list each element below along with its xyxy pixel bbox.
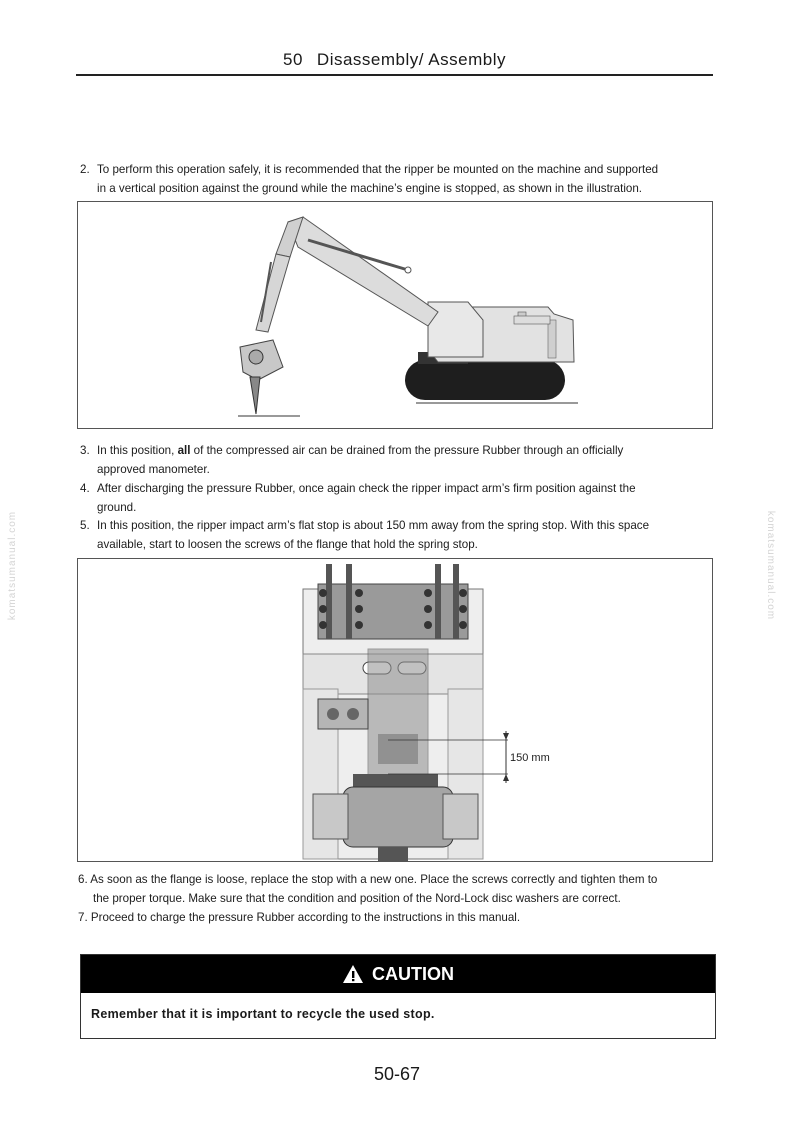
step-6	[78, 870, 718, 908]
excavator-illustration	[78, 202, 712, 428]
ripper-detail-illustration	[78, 559, 712, 861]
step-number: 3.	[80, 444, 90, 457]
step-5	[80, 516, 720, 554]
warning-icon	[342, 964, 364, 984]
ripper-detail-figure	[77, 558, 713, 862]
step-text: In this position, the ripper impact arm’s flat stop is about 150 mm away from the spring stop. With this space	[97, 519, 650, 532]
step-text-continued: in a vertical position against the ground while the machine’s engine is stopped, as shown in the illustration.	[97, 182, 643, 195]
page-number: 50-67	[373, 1064, 421, 1084]
header-rule	[76, 74, 713, 76]
page-header	[76, 50, 713, 70]
step-text-continued: ground.	[97, 501, 137, 514]
caution-header	[81, 955, 715, 993]
step-text-pre: In this position,	[97, 444, 178, 457]
caution-box	[80, 954, 716, 1039]
step-text: After discharging the pressure Rubber, once again check the ripper impact arm’s firm position against the	[97, 482, 636, 495]
step-text-continued: available, start to loosen the screws of the flange that hold the spring stop.	[97, 538, 478, 551]
step-text: To perform this operation safely, it is recommended that the ripper be mounted on the machine and supported	[97, 163, 659, 176]
step-text-post: of the compressed air can be drained from the pressure Rubber through an officially	[190, 444, 624, 457]
step-text-continued: approved manometer.	[97, 463, 210, 476]
section-title: Disassembly/ Assembly	[316, 50, 506, 69]
watermark-right: komatsumanual.com	[765, 510, 777, 621]
caution-text: Remember that it is important to recycle the used stop.	[91, 1007, 435, 1021]
excavator-figure	[77, 201, 713, 429]
caution-title: CAUTION	[372, 963, 454, 984]
step-text-bold: all	[177, 444, 191, 457]
watermark-left: komatsumanual.com	[7, 510, 19, 621]
step-7	[78, 908, 718, 927]
step-number: 5.	[80, 519, 90, 532]
step-number: 2.	[80, 163, 90, 176]
step-text: 7. Proceed to charge the pressure Rubber according to the instructions in this manual.	[78, 911, 521, 924]
step-text: 6. As soon as the flange is loose, replace the stop with a new one. Place the screws correctly and tighten them to	[78, 873, 658, 886]
step-2	[80, 160, 720, 198]
step-number: 4.	[80, 482, 90, 495]
step-text-continued: the proper torque. Make sure that the condition and position of the Nord-Lock disc washers are correct.	[93, 892, 621, 905]
step-4	[80, 479, 720, 517]
step-3	[80, 441, 720, 479]
section-number: 50	[283, 50, 303, 69]
dimension-label: 150 mm	[510, 752, 550, 764]
